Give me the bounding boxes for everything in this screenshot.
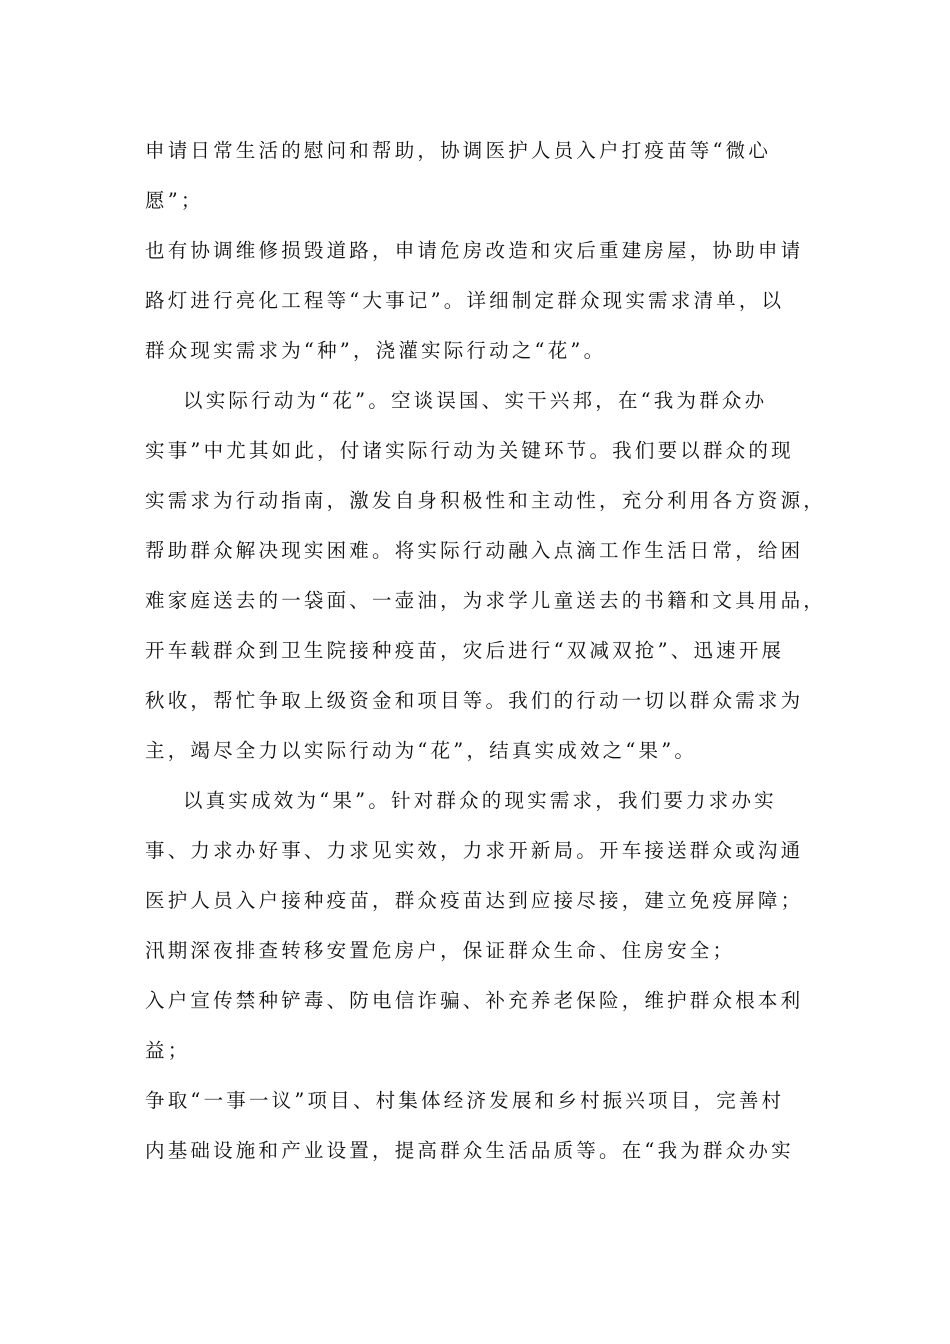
text-line: 主，竭尽全力以实际行动为“花”，结真实成效之“果”。 — [145, 739, 698, 762]
text-line: 秋收，帮忙争取上级资金和项目等。我们的行动一切以群众需求为 — [145, 689, 804, 712]
text-line: 实事”中尤其如此，付诸实际行动为关键环节。我们要以群众的现 — [145, 439, 794, 462]
text-line: 也有协调维修损毁道路，申请危房改造和灾后重建房屋，协助申请 — [145, 239, 804, 262]
text-line: 益； — [145, 1039, 191, 1062]
text-line: 路灯进行亮化工程等“大事记”。详细制定群众现实需求清单，以 — [145, 289, 785, 312]
text-line: 医护人员入户接种疫苗，群众疫苗达到应接尽接，建立免疫屏障； — [145, 889, 804, 912]
paragraph-start-line: 以真实成效为“果”。针对群众的现实需求，我们要力求办实 — [183, 789, 777, 812]
text-line: 帮助群众解决现实困难。将实际行动融入点滴工作生活日常，给困 — [145, 539, 804, 562]
text-line: 事、力求办好事、力求见实效，力求开新局。开车接送群众或沟通 — [145, 839, 804, 862]
paragraph-start-line: 以实际行动为“花”。空谈误国、实干兴邦，在“我为群众办 — [183, 389, 768, 412]
text-line: 难家庭送去的一袋面、一壶油，为求学儿童送去的书籍和文具用品， — [145, 589, 827, 612]
text-line: 内基础设施和产业设置，提高群众生活品质等。在“我为群众办实 — [145, 1139, 794, 1162]
text-line: 开车载群众到卫生院接种疫苗，灾后进行“双减双抢”、迅速开展 — [145, 639, 785, 662]
text-line: 申请日常生活的慰问和帮助，协调医护人员入户打疫苗等“微心 — [145, 139, 772, 162]
text-line: 群众现实需求为“种”，浇灌实际行动之“花”。 — [145, 339, 607, 362]
text-line: 汛期深夜排查转移安置危房户，保证群众生命、住房安全； — [145, 939, 736, 962]
text-line: 争取“一事一议”项目、村集体经济发展和乡村振兴项目，完善村 — [145, 1089, 785, 1112]
text-line: 愿”； — [145, 189, 204, 212]
text-line: 实需求为行动指南，激发自身积极性和主动性，充分利用各方资源， — [145, 489, 827, 512]
text-line: 入户宣传禁种铲毒、防电信诈骗、补充养老保险，维护群众根本利 — [145, 989, 804, 1012]
